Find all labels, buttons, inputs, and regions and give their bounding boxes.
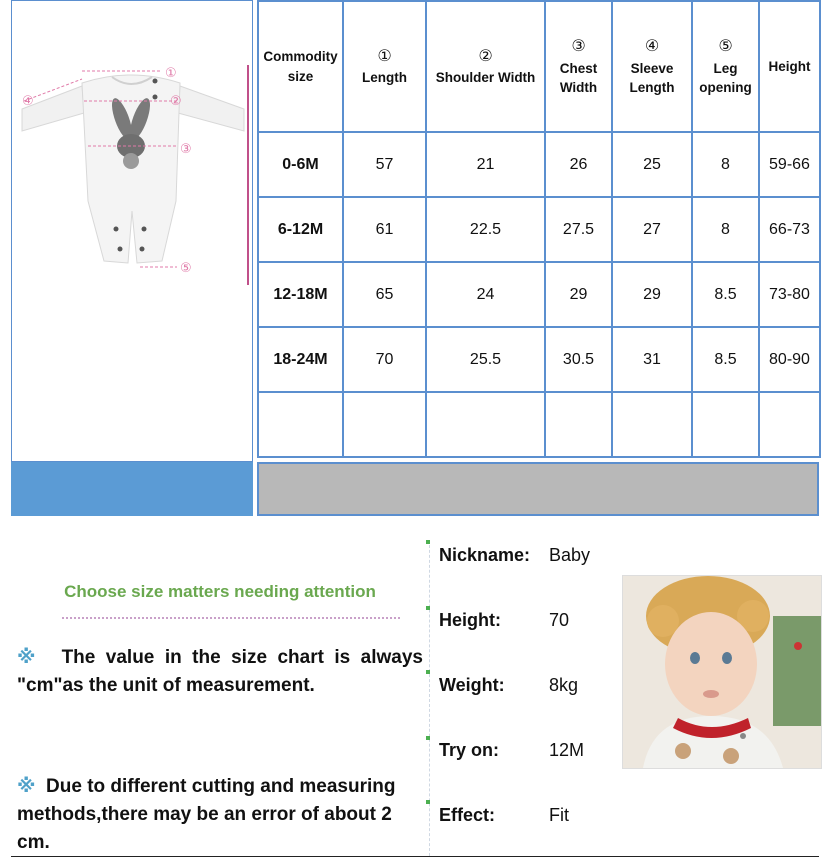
baby-model-photo xyxy=(622,575,822,769)
height-cell: 66-73 xyxy=(759,197,820,262)
dotted-divider xyxy=(62,617,400,619)
note-unit: ※ The value in the size chart is always "cm"as the unit of measurement. xyxy=(17,647,423,696)
info-height: Height: 70 xyxy=(439,610,570,630)
length-cell: 65 xyxy=(343,262,426,327)
length-cell: 57 xyxy=(343,132,426,197)
header-chest-width: ③ Chest Width xyxy=(545,1,612,132)
height-cell: 73-80 xyxy=(759,262,820,327)
header-commodity-size: Commodity size xyxy=(258,1,343,132)
info-nickname: Nickname: Baby xyxy=(439,545,591,565)
shoulder-cell: 21 xyxy=(426,132,545,197)
empty-row xyxy=(258,392,820,457)
size-table-panel xyxy=(257,0,819,516)
sleeve-cell: 25 xyxy=(612,132,692,197)
table-header-row xyxy=(258,1,820,132)
sleeve-cell: 29 xyxy=(612,262,692,327)
blue-footer-bar xyxy=(11,462,253,516)
chest-cell: 27.5 xyxy=(545,197,612,262)
shoulder-cell: 25.5 xyxy=(426,327,545,392)
shoulder-cell: 24 xyxy=(426,262,545,327)
length-cell: 61 xyxy=(343,197,426,262)
info-effect: Effect: Fit xyxy=(439,805,569,825)
size-cell: 12-18M xyxy=(258,262,343,327)
header-shoulder-width: ② Shoulder Width xyxy=(426,1,545,132)
leg-cell: 8.5 xyxy=(692,327,759,392)
gray-footer-bar xyxy=(257,462,819,516)
height-cell: 80-90 xyxy=(759,327,820,392)
leg-cell: 8.5 xyxy=(692,262,759,327)
chest-cell: 26 xyxy=(545,132,612,197)
shoulder-cell: 22.5 xyxy=(426,197,545,262)
header-length: ① Length xyxy=(343,1,426,132)
leg-cell: 8 xyxy=(692,132,759,197)
reference-mark-icon: ※ xyxy=(17,647,41,668)
marker-1: ① xyxy=(165,66,177,81)
chest-cell: 30.5 xyxy=(545,327,612,392)
size-cell: 6-12M xyxy=(258,197,343,262)
header-height: Height xyxy=(759,1,820,132)
reference-mark-icon: ※ xyxy=(17,776,36,797)
length-cell: 70 xyxy=(343,327,426,392)
chest-cell: 29 xyxy=(545,262,612,327)
marker-5: ⑤ xyxy=(180,261,192,276)
table-row xyxy=(258,327,820,392)
height-cell: 59-66 xyxy=(759,132,820,197)
attention-title: Choose size matters needing attention xyxy=(64,582,376,601)
size-cell: 18-24M xyxy=(258,327,343,392)
bottom-border xyxy=(11,856,819,857)
sleeve-cell: 31 xyxy=(612,327,692,392)
marker-4: ④ xyxy=(22,94,34,109)
table-row xyxy=(258,197,820,262)
size-cell: 0-6M xyxy=(258,132,343,197)
marker-2: ② xyxy=(170,94,182,109)
romper-diagram-image xyxy=(12,1,252,461)
marker-3: ③ xyxy=(180,142,192,157)
leg-cell: 8 xyxy=(692,197,759,262)
info-tryon: Try on: 12M xyxy=(439,740,585,760)
info-weight: Weight: 8kg xyxy=(439,675,579,695)
garment-diagram-panel xyxy=(11,0,253,462)
sleeve-cell: 27 xyxy=(612,197,692,262)
header-leg-opening: ⑤ Leg opening xyxy=(692,1,759,132)
size-table xyxy=(257,0,821,458)
note-error: ※ Due to different cutting and measuring methods,there may be an error of about 2 cm. xyxy=(17,776,396,853)
header-sleeve-length: ④ Sleeve Length xyxy=(612,1,692,132)
size-chart-section xyxy=(11,0,819,516)
table-row xyxy=(258,132,820,197)
table-row xyxy=(258,262,820,327)
info-divider xyxy=(429,540,430,856)
